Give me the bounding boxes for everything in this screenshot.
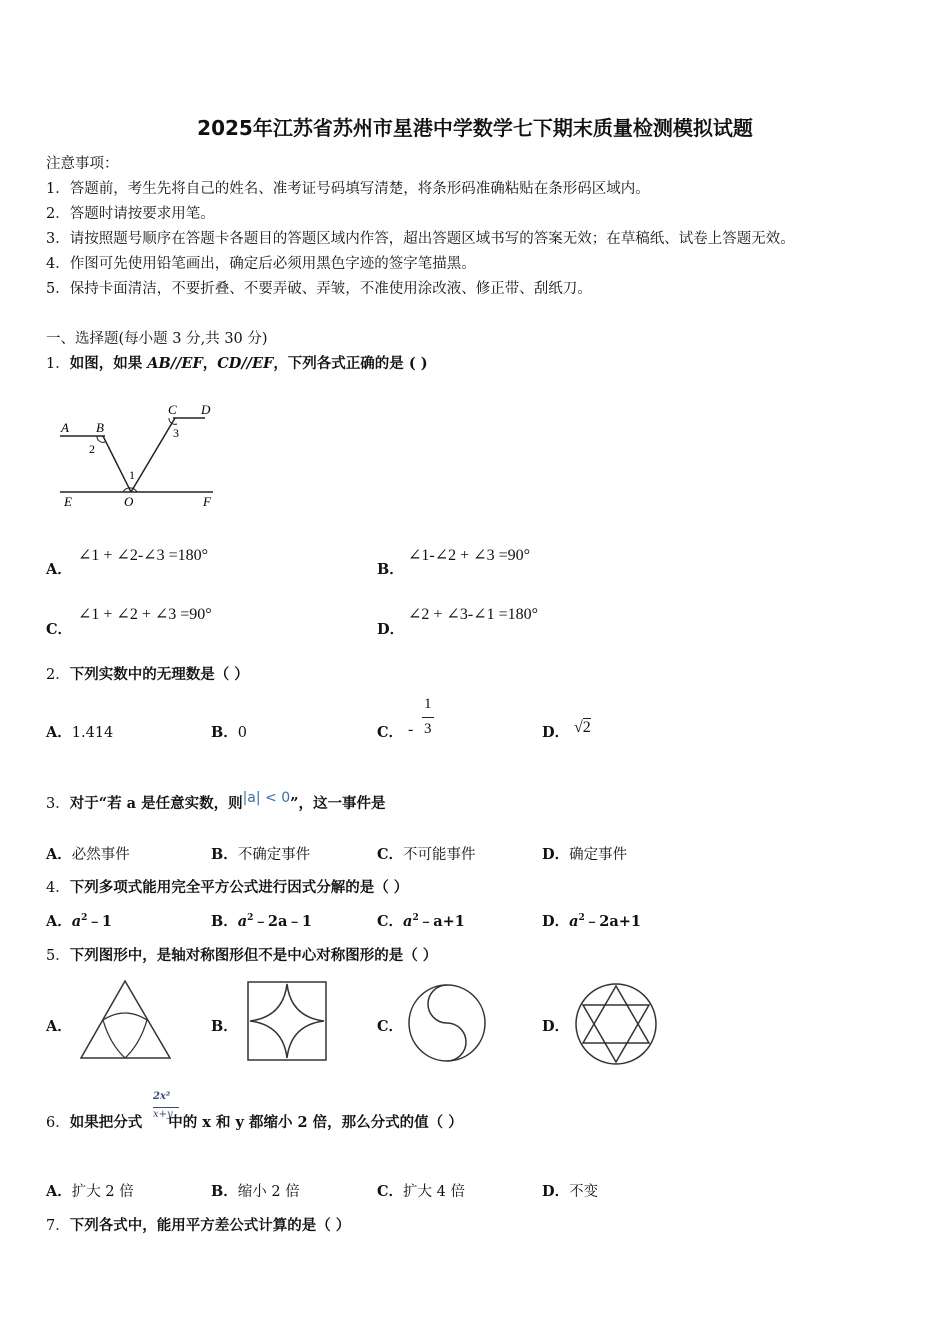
option-a: A．$a^2﹣1$ [46,913,113,930]
question-number: 5． [46,948,70,964]
fraction-numerator: 2x² [153,1091,171,1102]
option-a: A．1.414 [46,724,114,741]
q1-figure [55,398,225,513]
hexagram-in-circle-figure [572,980,660,1068]
option-radical: √2 [574,719,591,736]
notice-item: 3．请按照题号顺序在答题卡各题目的答题区域内作答，超出答题区域书写的答案无效；在草稿纸、试卷上答题无效。 [46,231,795,247]
fig-label: 3 [173,426,179,440]
question-number: 7． [46,1218,70,1234]
fraction-denominator: 3 [424,721,432,737]
fig-label: C [168,402,177,417]
fraction-bar [153,1107,179,1108]
square-with-star-figure [246,980,328,1062]
notice-item: 4．作图可先使用铅笔画出，确定后必须用黑色字迹的签字笔描黑。 [46,256,476,272]
notice-heading: 注意事项： [46,156,119,172]
option-text: ∠2 + ∠3-∠1 =180° [408,606,538,623]
question-6: 6．如果把分式 中的 x 和 y 都缩小 2 倍，那么分式的值（ ） [46,1114,463,1131]
fig-label: D [201,402,211,417]
option-text: ∠1 + ∠2-∠3 =180° [78,547,208,564]
question-2: 2．下列实数中的无理数是（ ） [46,666,249,683]
fig-label: E [64,494,72,509]
option-a: A．必然事件 [46,846,130,863]
notice-item: 2．答题时请按要求用笔。 [46,206,215,222]
option-label: C． [377,1018,404,1035]
option-label: D． [542,724,570,741]
fraction-denominator: x+y [153,1109,173,1120]
option-label: A． [46,1018,72,1035]
option-a: A．扩大 2 倍 [46,1183,134,1200]
section-heading: 一、选择题(每小题 3 分,共 30 分) [46,331,268,347]
question-number: 1． [46,356,70,372]
fig-label: 2 [89,442,95,456]
fraction-bar [422,717,434,718]
option-label: D． [542,1018,570,1035]
question-number: 4． [46,880,70,896]
question-4: 4．下列多项式能用完全平方公式进行因式分解的是（ ） [46,879,409,896]
option-text: ∠1-∠2 + ∠3 =90° [408,547,530,564]
option-label: B． [377,561,404,578]
option-c: C．扩大 4 倍 [377,1183,465,1200]
question-1: 1．如图，如果 AB//EF，CD//EF，下列各式正确的是 ( ) [46,355,428,372]
question-number: 2． [46,667,70,683]
option-text: ∠1 + ∠2 + ∠3 =90° [78,606,212,623]
option-sign: - [408,721,414,738]
fig-label: B [96,420,104,435]
question-number: 3． [46,796,70,812]
notice-item: 5．保持卡面清洁，不要折叠、不要弄破、弄皱，不准使用涂改液、修正带、刮纸刀。 [46,281,592,297]
page-title: 2025年江苏省苏州市星港中学数学七下期末质量检测模拟试题 [197,116,753,140]
option-label: A． [46,561,72,578]
option-d: D．确定事件 [542,846,628,863]
option-d: D．不变 [542,1183,599,1200]
option-c: C．$a^2﹣a+1$ [377,913,465,930]
triangle-with-arcs-figure [78,978,173,1062]
fraction-numerator: 1 [424,696,432,712]
option-b: B．0 [211,724,247,741]
fig-label: 1 [129,468,135,482]
option-label: D． [377,621,405,638]
option-d: D．$a^2﹣2a+1$ [542,913,641,930]
option-label: C． [377,724,404,741]
option-b: B．不确定事件 [211,846,311,863]
question-number: 6． [46,1115,70,1131]
inline-expression: |a| < 0 [242,790,291,806]
question-5: 5．下列图形中，是轴对称图形但不是中心对称图形的是（ ） [46,947,438,964]
option-b: B．缩小 2 倍 [211,1183,300,1200]
fig-label: F [203,494,211,509]
question-7: 7．下列各式中，能用平方差公式计算的是（ ） [46,1217,351,1234]
option-label: B． [211,1018,238,1035]
option-label: C． [46,621,73,638]
fig-label: O [124,494,134,509]
option-c: C．不可能事件 [377,846,476,863]
question-3: 3．对于“若 a 是任意实数，则|a| < 0”，这一事件是 [46,790,386,812]
notice-item: 1．答题前，考生先将自己的姓名、准考证号码填写清楚，将条形码准确粘贴在条形码区域内。 [46,181,650,197]
option-b: B．$a^2﹣2a﹣1$ [211,913,313,930]
yin-yang-circle-figure [406,982,488,1064]
fig-label: A [61,420,69,435]
